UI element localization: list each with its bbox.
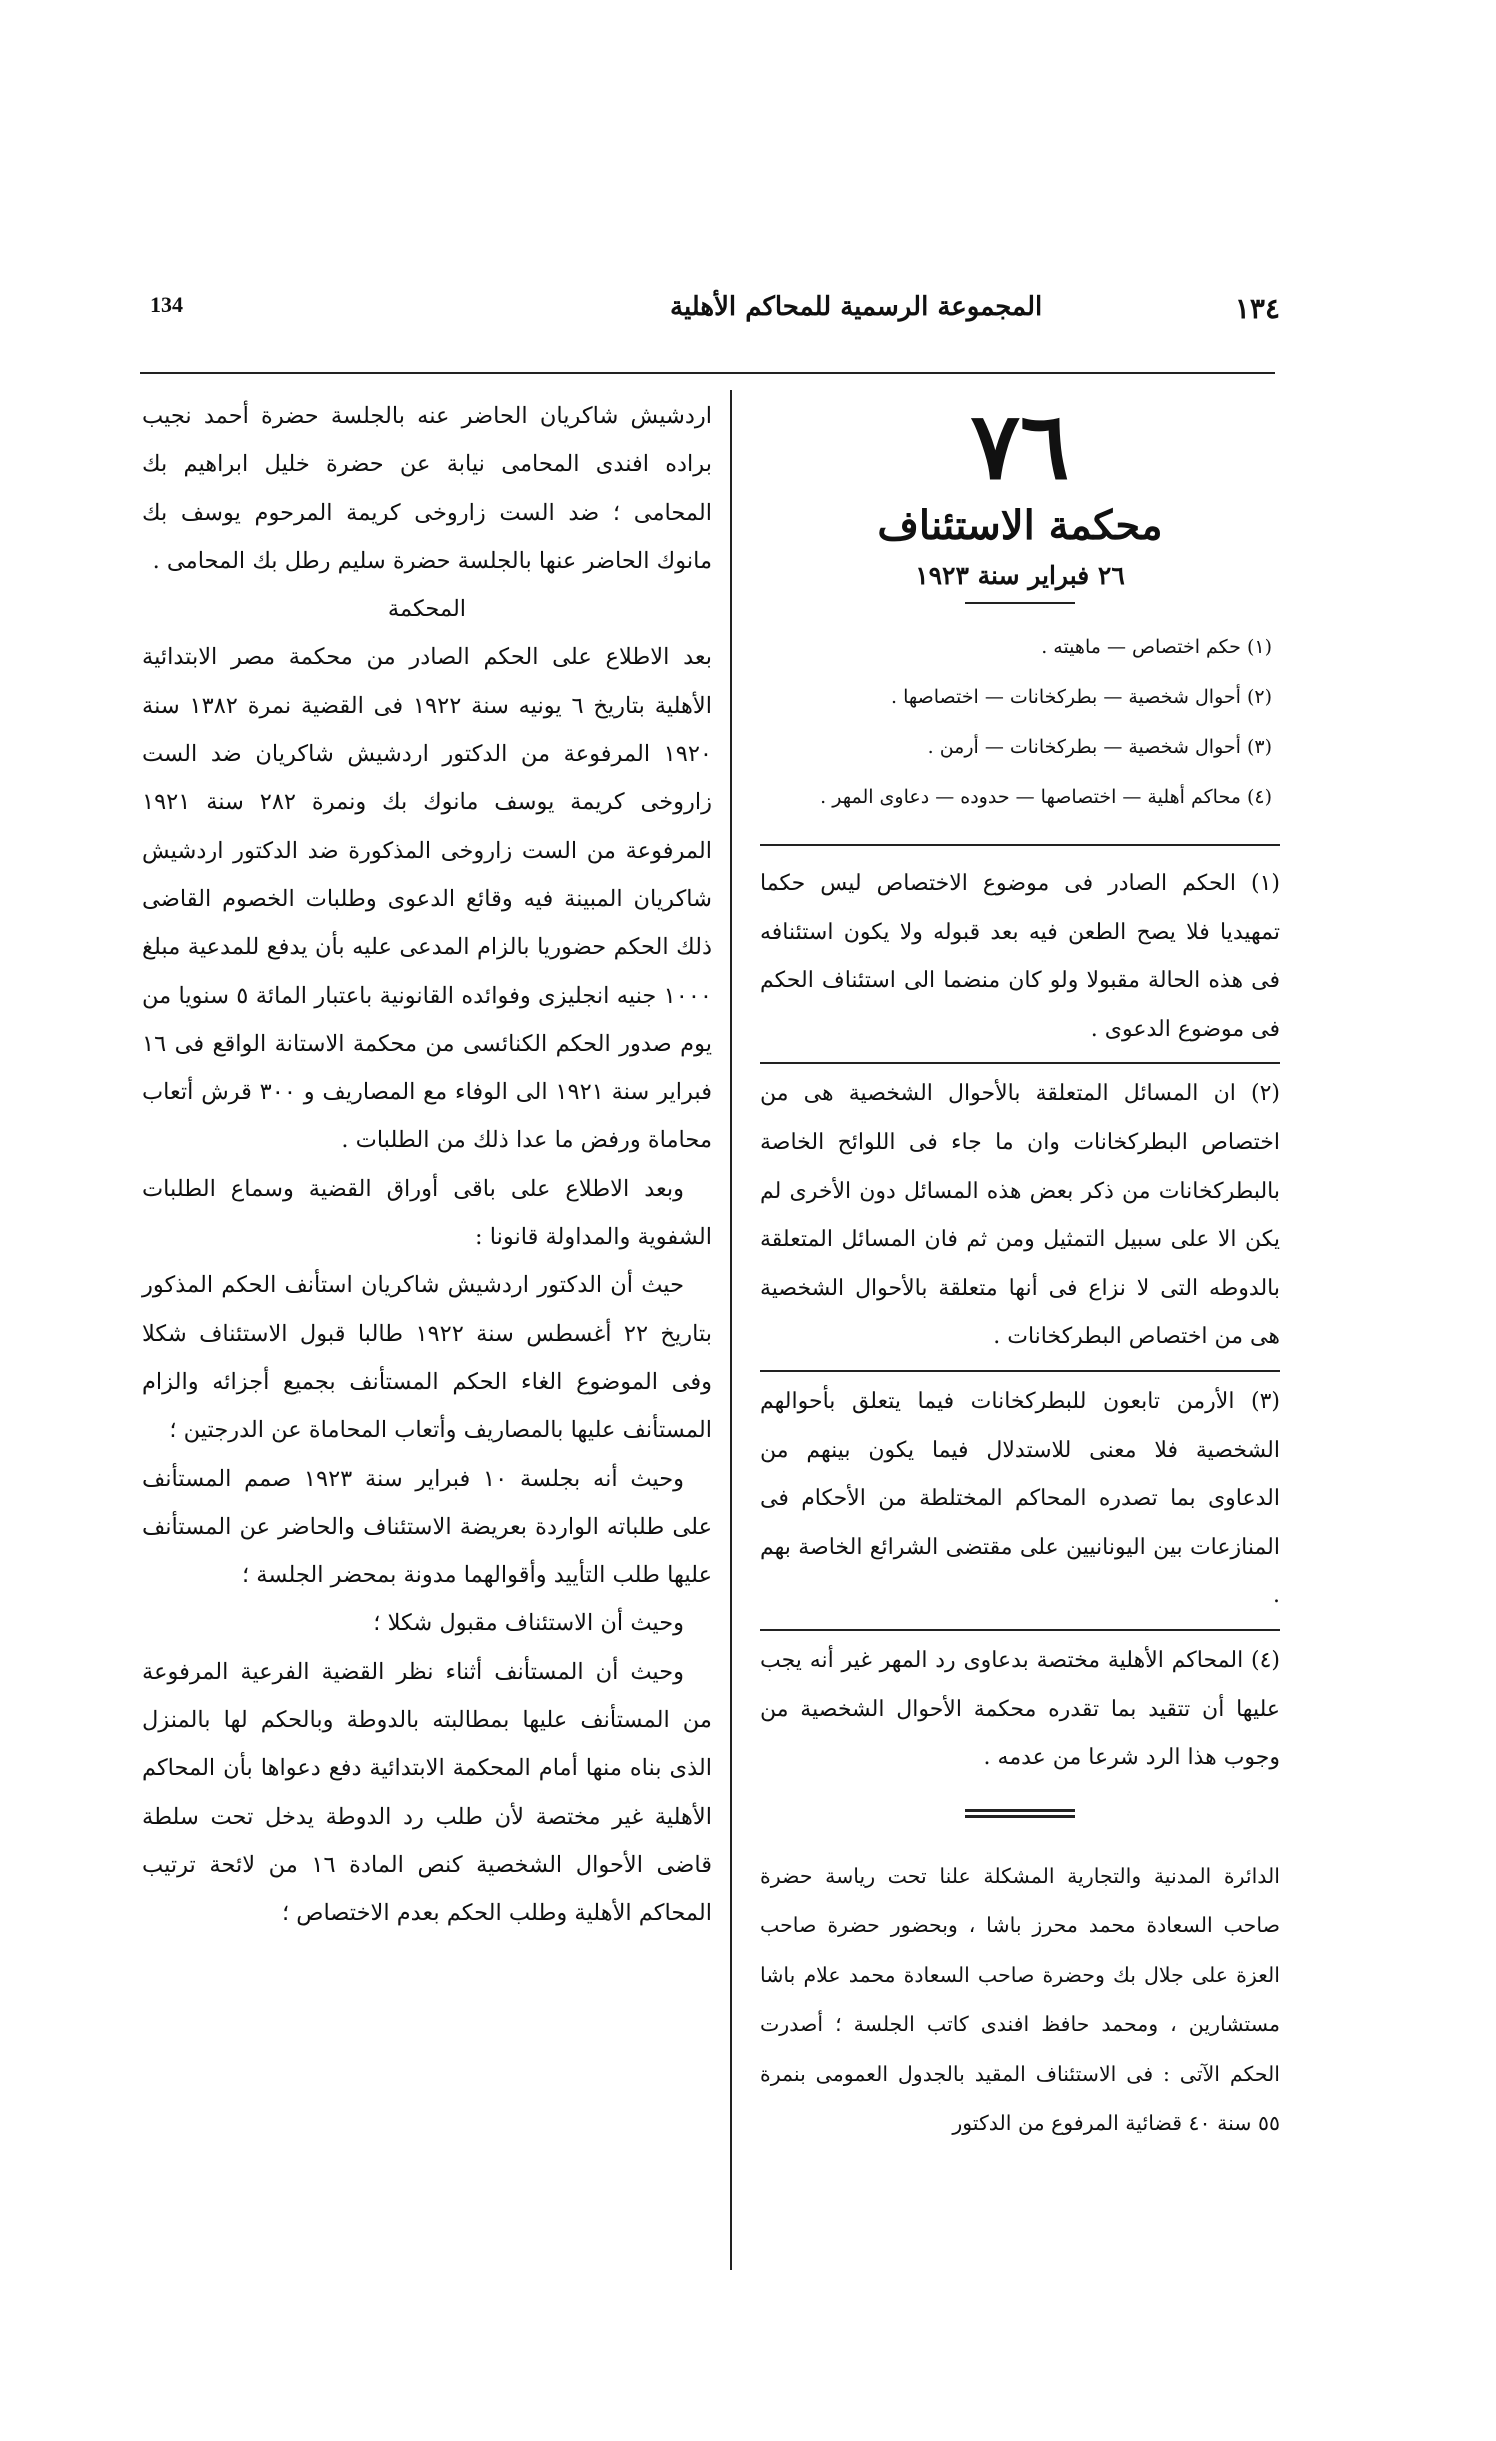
header-rule [140,372,1275,374]
journal-title: المجموعة الرسمية للمحاكم الأهلية [670,292,1043,322]
judgment-paragraph: بعد الاطلاع على الحكم الصادر من محكمة مصر الابتدائية الأهلية بتاريخ ٦ يونيه سنة ١٩٢٢ فى القضية نمرة ١٣٨٢ سنة ١٩٢٠ المرفوعة من الدكتور اردشيش شاكريان ضد الست زاروخى كريمة يوسف مانوك بك ونمرة ٢٨٢ سنة ١٩٢١ المرفوعة من الست زاروخى المذكورة ضد الدكتور اردشيش شاكريان المبينة فيه وقائع الدعوى وطلبات الخصوم القاضى ذلك الحكم حضوريا بالزام المدعى عليه بأن يدفع للمدعية مبلغ ١٠٠٠ جنيه انجليزى وفوائده القانونية باعتبار المائة ٥ سنويا من يوم صدور الحكم الكنائسى من محكمة الاستانة الواقع فى ١٦ فبراير سنة ١٩٢١ الى الوفاء مع المصاريف و ٣٠٠ قرش أتعاب محاماة ورفض ما عدا ذلك من الطلبات . [142,644,712,1154]
principle-paragraph: (١) الحكم الصادر فى موضوع الاختصاص ليس حكما تمهيديا فلا يصح الطعن فيه بعد قبوله ولا يكون استئنافه فى هذه الحالة مقبولا ولو كان منضما الى استئناف الحكم فى موضوع الدعوى . [760,871,1280,1042]
court-composition: الدائرة المدنية والتجارية المشكلة علنا تحت رياسة حضرة صاحب السعادة محمد محرز باشا ، وبحضور حضرة صاحب العزة على جلال بك وحضرة صاحب السعادة محمد علام باشا مستشارين ، ومحمد حافظ افندى كاتب الجلسة ؛ أصدرت الحكم الآتى : فى الاستئناف المقيد بالجدول العمومى بنمرة ٥٥ سنة ٤٠ قضائية المرفوع من الدكتور [760,1863,1280,2136]
topic-item: (٣) أحوال شخصية — بطركخانات — أرمن . [927,736,1272,758]
page-number-latin: 134 [150,292,183,317]
topics-rule [760,844,1280,846]
judgment-paragraph: وحيث أنه بجلسة ١٠ فبراير سنة ١٩٢٣ صمم المستأنف على طلباته الواردة بعريضة الاستئناف والحاضر عن المستأنف عليها طلب التأييد وأقوالهما مدونة بمحضر الجلسة ؛ [142,1465,712,1589]
principle-paragraph: (٢) ان المسائل المتعلقة بالأحوال الشخصية هى من اختصاص البطركخانات وان ما جاء فى اللوائح الخاصة بالبطركخانات من ذكر بعض هذه المسائل دون الأخرى لم يكن الا على سبيل التمثيل ومن ثم فان المسائل المتعلقة بالدوطه التى لا نزاع فى أنها متعلقة بالأحوال الشخصية هى من اختصاص البطركخانات . [760,1081,1280,1350]
judgment-paragraph: وبعد الاطلاع على باقى أوراق القضية وسماع الطلبات الشفوية والمداولة قانونا : [142,1175,712,1251]
topic-item: (٢) أحوال شخصية — بطركخانات — اختصاصها . [891,686,1272,708]
case-number: ٧٦ [970,392,1070,500]
page-header [150,292,1280,342]
judgment-date: ٢٦ فبراير سنة ١٩٢٣ [915,561,1125,590]
principles [760,860,1280,1783]
court-name: محكمة الاستئناف [877,502,1163,549]
court-heading: المحكمة [387,596,467,623]
judgment-paragraph: حيث أن الدكتور اردشيش شاكريان استأنف الحكم المذكور بتاريخ ٢٢ أغسطس سنة ١٩٢٢ طالبا قبول الاستئناف شكلا وفى الموضوع الغاء الحكم المستأنف بجميع أجزائه والزام المستأنف عليها بالمصاريف وأتعاب المحاماة عن الدرجتين ؛ [142,1272,712,1444]
title-rule [965,602,1075,604]
parties-text: اردشيش شاكريان الحاضر عنه بالجلسة حضرة أحمد نجيب براده افندى المحامى نيابة عن حضرة خليل ابراهيم بك المحامى ؛ ضد الست زاروخى كريمة المرحوم يوسف بك مانوك الحاضر عنها بالجلسة حضرة سليم رطل بك المحامى . [142,403,712,574]
principle-paragraph: (٤) المحاكم الأهلية مختصة بدعاوى رد المهر غير أنه يجب عليها أن تتقيد بما تقدره محكمة الأحوال الشخصية من وجوب هذا الرد شرعا من عدمه . [760,1647,1280,1771]
principle-paragraph: (٣) الأرمن تابعون للبطركخانات فيما يتعلق بأحوالهم الشخصية فلا معنى للاستدلال فيما يكون بينهم من الدعاوى بما تصدره المحاكم المختلطة من الأحكام فى المنازعات بين اليونانيين على مقتضى الشرائع الخاصة بهم . [760,1388,1280,1609]
judgment-paragraph: وحيث أن المستأنف أثناء نظر القضية الفرعية المرفوعة من المستأنف عليها بمطالبته بالدوطة وبالحكم لها بالمنزل الذى بناه منها أمام المحكمة الابتدائية دفع دعواها بأن المحاكم الأهلية غير مختصة لأن طلب رد الدوطة يدخل تحت سلطة قاضى الأحوال الشخصية كنص المادة ١٦ من لائحة ترتيب المحاكم الأهلية وطلب الحكم بعدم الاختصاص ؛ [142,1658,712,1927]
right-column [760,392,1280,2149]
topic-item: (١) حكم اختصاص — ماهيته . [1041,636,1272,658]
section-double-rule [965,1809,1075,1818]
topics-list [760,622,1280,822]
column-divider [730,390,732,2270]
topic-item: (٤) محاكم أهلية — اختصاصها — حدوده — دعاوى المهر . [820,786,1272,808]
page-number-arabic: ١٣٤ [1234,292,1280,325]
left-column [142,392,712,1938]
principle-separator [760,1629,1280,1631]
judgment-paragraph: وحيث أن الاستئناف مقبول شكلا ؛ [373,1610,684,1637]
principle-separator [760,1062,1280,1064]
principle-separator [760,1370,1280,1372]
